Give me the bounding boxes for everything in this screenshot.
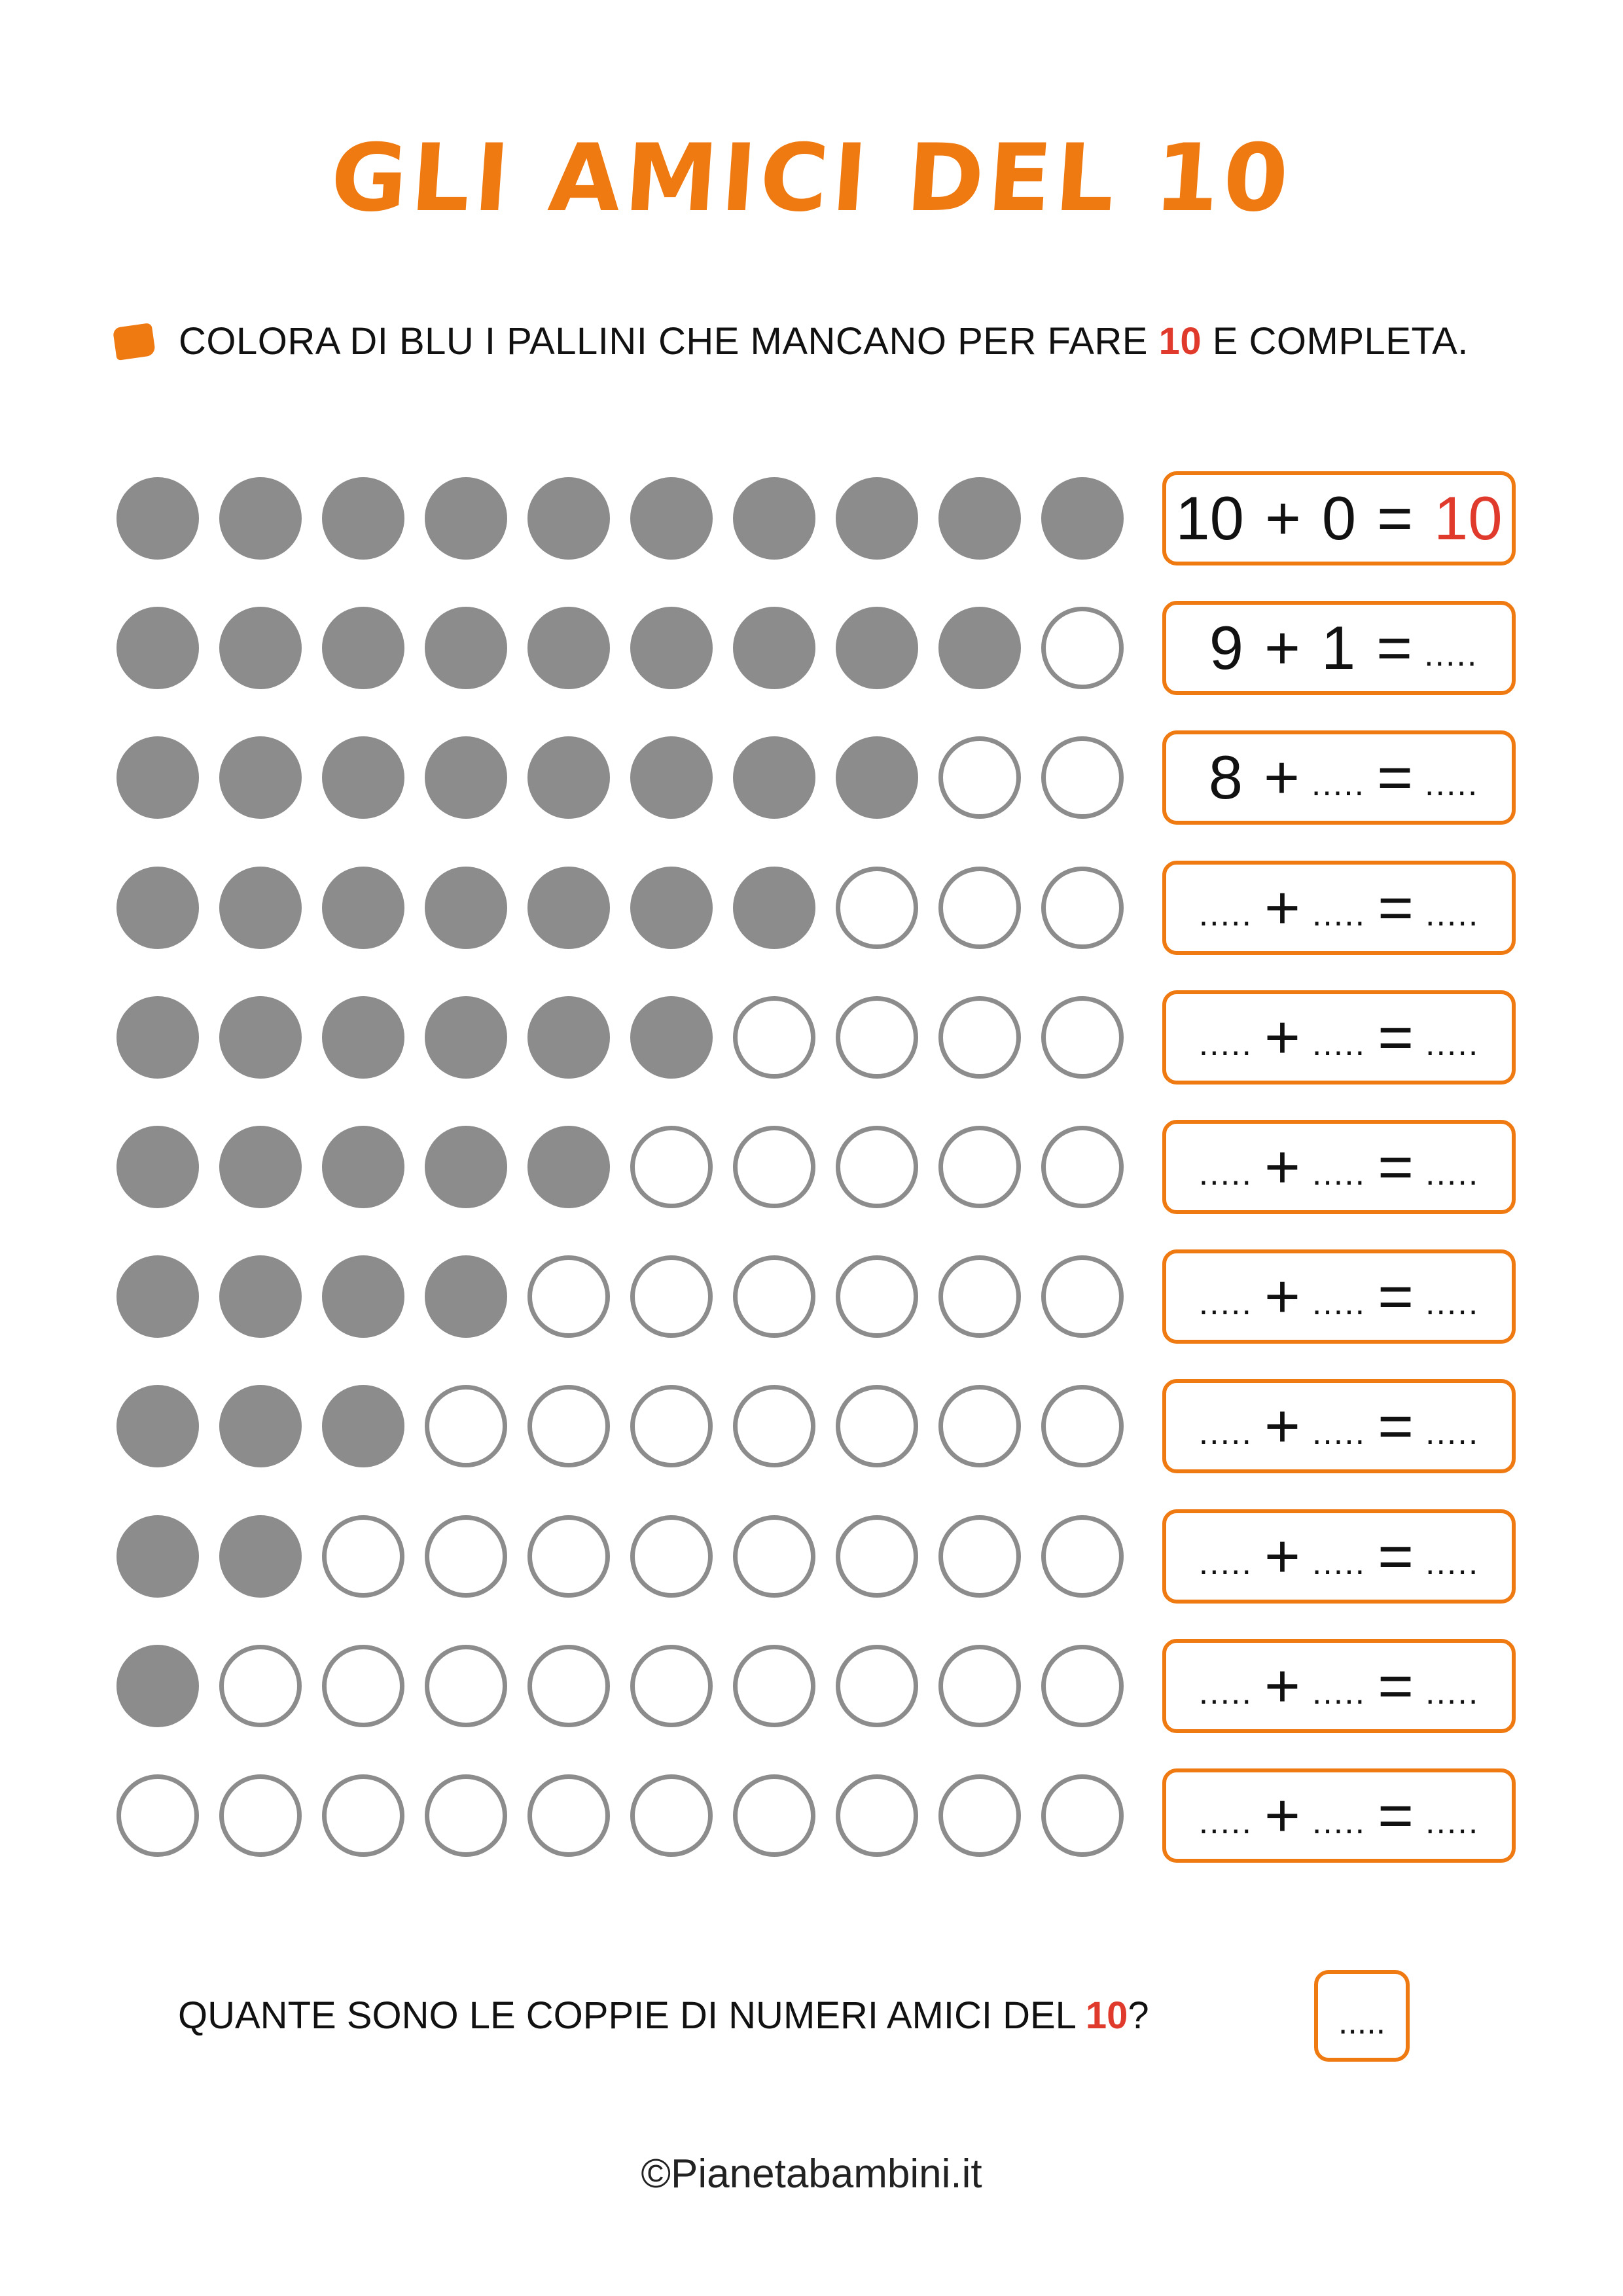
empty-dot[interactable] — [836, 1515, 918, 1598]
filled-dot — [527, 867, 610, 949]
filled-dot — [527, 996, 610, 1079]
empty-dot[interactable] — [938, 867, 1021, 949]
result[interactable]: ..... — [1425, 765, 1479, 803]
empty-dot[interactable] — [938, 1515, 1021, 1598]
addend-a[interactable]: ..... — [1198, 1414, 1253, 1452]
answer-blank: ..... — [1338, 2003, 1386, 2041]
plus-sign: + — [1264, 1391, 1300, 1460]
empty-dot[interactable] — [836, 996, 918, 1079]
filled-dot — [116, 1645, 199, 1727]
empty-dot[interactable] — [1041, 867, 1124, 949]
filled-dot — [219, 607, 302, 689]
result[interactable]: ..... — [1425, 1674, 1480, 1712]
exercise-row — [116, 1124, 1517, 1210]
equals-sign: = — [1377, 743, 1414, 812]
empty-dot[interactable] — [733, 1645, 815, 1727]
empty-dot[interactable] — [938, 1645, 1021, 1727]
filled-dot — [630, 477, 713, 560]
page-title: GLI AMICI DEL 10 — [327, 124, 1296, 232]
filled-dot — [219, 1255, 302, 1338]
filled-dot — [630, 867, 713, 949]
equals-sign: = — [1378, 1651, 1414, 1720]
empty-dot[interactable] — [630, 1126, 713, 1208]
addend-a: 8 — [1208, 743, 1243, 812]
empty-dot[interactable] — [116, 1774, 199, 1857]
plus-sign: + — [1264, 1003, 1300, 1071]
empty-dot[interactable] — [938, 736, 1021, 819]
addend-a[interactable]: ..... — [1198, 895, 1253, 933]
empty-dot[interactable] — [938, 1126, 1021, 1208]
filled-dot — [219, 996, 302, 1079]
result[interactable]: ..... — [1425, 1544, 1480, 1582]
filled-dot — [219, 1515, 302, 1598]
addend-b[interactable]: ..... — [1311, 1803, 1366, 1841]
addend-b[interactable]: ..... — [1311, 1025, 1366, 1063]
filled-dot — [322, 736, 404, 819]
empty-dot[interactable] — [733, 1774, 815, 1857]
filled-dot — [116, 1255, 199, 1338]
filled-dot — [219, 1126, 302, 1208]
equation-box[interactable] — [1162, 471, 1516, 565]
filled-dot — [219, 736, 302, 819]
empty-dot[interactable] — [425, 1645, 507, 1727]
filled-dot — [322, 1126, 404, 1208]
exercise-row — [116, 995, 1517, 1080]
filled-dot — [219, 1385, 302, 1467]
filled-dot — [630, 607, 713, 689]
empty-dot[interactable] — [527, 1385, 610, 1467]
equation-box[interactable] — [1162, 861, 1516, 955]
filled-dot — [1041, 477, 1124, 560]
addend-a[interactable]: ..... — [1198, 1803, 1253, 1841]
empty-dot[interactable] — [527, 1645, 610, 1727]
filled-dot — [733, 607, 815, 689]
empty-dot[interactable] — [219, 1774, 302, 1857]
empty-dot[interactable] — [836, 1126, 918, 1208]
instruction-text: COLORA DI BLU I PALLINI CHE MANCANO PER FARE 10 E COMPLETA. — [179, 320, 1469, 363]
filled-dot — [425, 1126, 507, 1208]
exercise-row — [116, 476, 1517, 561]
exercise-row — [116, 1773, 1517, 1858]
empty-dot[interactable] — [425, 1385, 507, 1467]
empty-dot[interactable] — [938, 996, 1021, 1079]
plus-sign: + — [1264, 1651, 1300, 1720]
result[interactable]: ..... — [1425, 1025, 1480, 1063]
equals-sign: = — [1378, 1262, 1414, 1331]
equals-sign: = — [1378, 1132, 1414, 1201]
empty-dot[interactable] — [630, 1774, 713, 1857]
empty-dot[interactable] — [527, 1255, 610, 1338]
empty-dot[interactable] — [1041, 736, 1124, 819]
filled-dot — [836, 736, 918, 819]
empty-dot[interactable] — [733, 996, 815, 1079]
empty-dot[interactable] — [630, 1515, 713, 1598]
filled-dot — [116, 1515, 199, 1598]
filled-dot — [527, 477, 610, 560]
filled-dot — [733, 736, 815, 819]
exercise-row — [116, 865, 1517, 950]
filled-dot — [116, 1385, 199, 1467]
empty-dot[interactable] — [1041, 1515, 1124, 1598]
equals-sign: = — [1378, 1781, 1414, 1850]
empty-dot[interactable] — [836, 1255, 918, 1338]
result[interactable]: ..... — [1425, 1155, 1480, 1193]
empty-dot[interactable] — [425, 1515, 507, 1598]
empty-dot[interactable] — [836, 1385, 918, 1467]
empty-dot[interactable] — [836, 1645, 918, 1727]
filled-dot — [116, 1126, 199, 1208]
empty-dot[interactable] — [1041, 1255, 1124, 1338]
empty-dot[interactable] — [1041, 1126, 1124, 1208]
addend-a[interactable]: ..... — [1198, 1284, 1253, 1322]
exercise-row — [116, 1514, 1517, 1599]
filled-dot — [527, 736, 610, 819]
plus-sign: + — [1264, 613, 1300, 682]
plus-sign: + — [1264, 1781, 1300, 1850]
exercise-row — [116, 735, 1517, 820]
addend-a[interactable]: ..... — [1198, 1025, 1253, 1063]
empty-dot[interactable] — [219, 1645, 302, 1727]
addend-b[interactable]: ..... — [1311, 1155, 1366, 1193]
addend-b[interactable]: ..... — [1311, 1284, 1366, 1322]
bullet-icon — [113, 323, 156, 361]
filled-dot — [322, 996, 404, 1079]
plus-sign: + — [1264, 1132, 1300, 1201]
empty-dot[interactable] — [322, 1515, 404, 1598]
filled-dot — [425, 736, 507, 819]
answer-box[interactable] — [1314, 1970, 1410, 2062]
equals-sign: = — [1378, 873, 1414, 942]
filled-dot — [116, 607, 199, 689]
filled-dot — [116, 477, 199, 560]
empty-dot[interactable] — [630, 1645, 713, 1727]
footer-credit: ©Pianetabambini.it — [641, 2151, 982, 2197]
addend-a: 9 — [1209, 613, 1243, 682]
empty-dot[interactable] — [1041, 1774, 1124, 1857]
empty-dot[interactable] — [836, 867, 918, 949]
result[interactable]: ..... — [1425, 1284, 1480, 1322]
addend-a: 10 — [1175, 484, 1244, 552]
filled-dot — [938, 607, 1021, 689]
filled-dot — [219, 477, 302, 560]
result: 10 — [1434, 484, 1503, 552]
addend-b[interactable]: ..... — [1311, 1544, 1366, 1582]
empty-dot[interactable] — [733, 1255, 815, 1338]
filled-dot — [322, 477, 404, 560]
equals-sign: = — [1377, 484, 1414, 552]
equation-box[interactable] — [1162, 601, 1516, 695]
filled-dot — [425, 607, 507, 689]
result[interactable]: ..... — [1425, 1414, 1480, 1452]
filled-dot — [425, 867, 507, 949]
addend-b[interactable]: ..... — [1311, 765, 1366, 803]
addend-b: 1 — [1321, 613, 1356, 682]
result[interactable]: ..... — [1425, 1803, 1480, 1841]
equals-sign: = — [1378, 1391, 1414, 1460]
instruction — [115, 319, 1469, 363]
filled-dot — [116, 736, 199, 819]
exercise-row — [116, 1384, 1517, 1469]
filled-dot — [425, 477, 507, 560]
addend-b[interactable]: ..... — [1311, 1414, 1366, 1452]
empty-dot[interactable] — [938, 1385, 1021, 1467]
equals-sign: = — [1378, 1522, 1414, 1590]
filled-dot — [733, 477, 815, 560]
plus-sign: + — [1264, 1522, 1300, 1590]
exercise-row — [116, 1254, 1517, 1339]
filled-dot — [527, 1126, 610, 1208]
filled-dot — [219, 867, 302, 949]
addend-b: 0 — [1321, 484, 1357, 552]
empty-dot[interactable] — [836, 1774, 918, 1857]
empty-dot[interactable] — [322, 1645, 404, 1727]
equation-box[interactable] — [1162, 990, 1516, 1085]
addend-a[interactable]: ..... — [1198, 1674, 1253, 1712]
filled-dot — [527, 607, 610, 689]
empty-dot[interactable] — [322, 1774, 404, 1857]
question-text: QUANTE SONO LE COPPIE DI NUMERI AMICI DEL 10? — [178, 1994, 1149, 2037]
filled-dot — [322, 1385, 404, 1467]
equation-box[interactable] — [1162, 1509, 1516, 1604]
filled-dot — [630, 996, 713, 1079]
filled-dot — [836, 607, 918, 689]
empty-dot[interactable] — [733, 1515, 815, 1598]
empty-dot[interactable] — [733, 1385, 815, 1467]
plus-sign: + — [1264, 1262, 1300, 1331]
equation-box[interactable] — [1162, 1120, 1516, 1214]
filled-dot — [322, 867, 404, 949]
filled-dot — [836, 477, 918, 560]
plus-sign: + — [1263, 743, 1300, 812]
equation-box[interactable] — [1162, 730, 1516, 825]
filled-dot — [116, 996, 199, 1079]
empty-dot[interactable] — [425, 1774, 507, 1857]
filled-dot — [425, 996, 507, 1079]
empty-dot[interactable] — [733, 1126, 815, 1208]
addend-a[interactable]: ..... — [1198, 1155, 1253, 1193]
equation-box[interactable] — [1162, 1768, 1516, 1863]
filled-dot — [425, 1255, 507, 1338]
equation-box[interactable] — [1162, 1639, 1516, 1733]
exercise-row — [116, 605, 1517, 691]
empty-dot[interactable] — [527, 1515, 610, 1598]
equation-box[interactable] — [1162, 1249, 1516, 1344]
plus-sign: + — [1264, 484, 1301, 552]
filled-dot — [322, 607, 404, 689]
empty-dot[interactable] — [1041, 1645, 1124, 1727]
empty-dot[interactable] — [938, 1774, 1021, 1857]
filled-dot — [938, 477, 1021, 560]
filled-dot — [116, 867, 199, 949]
empty-dot[interactable] — [527, 1774, 610, 1857]
exercise-row — [116, 1643, 1517, 1729]
empty-dot[interactable] — [1041, 607, 1124, 689]
addend-b[interactable]: ..... — [1311, 1674, 1366, 1712]
equation-box[interactable] — [1162, 1379, 1516, 1473]
addend-a[interactable]: ..... — [1198, 1544, 1253, 1582]
result[interactable]: ..... — [1425, 895, 1480, 933]
empty-dot[interactable] — [1041, 996, 1124, 1079]
empty-dot[interactable] — [938, 1255, 1021, 1338]
empty-dot[interactable] — [1041, 1385, 1124, 1467]
filled-dot — [630, 736, 713, 819]
empty-dot[interactable] — [630, 1255, 713, 1338]
equals-sign: = — [1378, 1003, 1414, 1071]
filled-dot — [733, 867, 815, 949]
equals-sign: = — [1376, 613, 1413, 682]
filled-dot — [322, 1255, 404, 1338]
plus-sign: + — [1264, 873, 1300, 942]
result[interactable]: ..... — [1424, 636, 1478, 673]
empty-dot[interactable] — [630, 1385, 713, 1467]
addend-b[interactable]: ..... — [1311, 895, 1366, 933]
